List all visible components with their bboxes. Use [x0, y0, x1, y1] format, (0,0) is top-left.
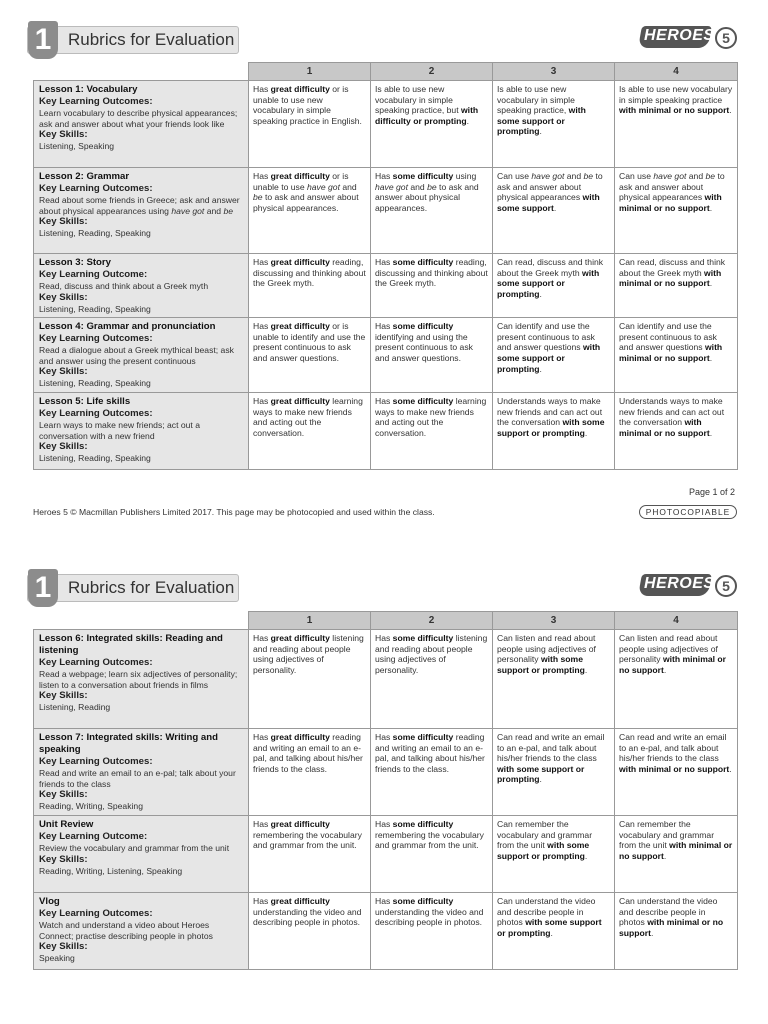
rubric-header-row	[34, 612, 738, 630]
rubric-row	[34, 816, 738, 893]
rubric-row	[34, 318, 738, 393]
level-3-descriptor: Can understand the video and describe people in photos with some support or prompting.	[493, 893, 615, 970]
logo-level-number: 5	[715, 575, 737, 597]
rubric-table	[33, 62, 738, 470]
level-header: 3	[493, 612, 615, 630]
level-4-descriptor: Understands ways to make new friends and can act out the conversation with minimal or no support.	[615, 393, 738, 470]
level-1-descriptor: Has great difficulty learning ways to make new friends and acting out the conversation.	[249, 393, 371, 470]
unit-number-badge: 1	[28, 569, 58, 607]
lesson-title: Lesson 3: Story	[39, 257, 111, 268]
level-1-descriptor: Has great difficulty understanding the video and describing people in photos.	[249, 893, 371, 970]
level-header: 2	[371, 63, 493, 81]
outcome-label: Key Learning Outcomes:	[39, 756, 153, 767]
unit-number-badge: 1	[28, 21, 58, 59]
level-header: 4	[615, 612, 738, 630]
level-4-descriptor: Can listen and read about people using adjectives of personality with minimal or no support.	[615, 630, 738, 729]
rubric-body	[34, 630, 738, 970]
lesson-title: Vlog	[39, 896, 60, 907]
level-3-descriptor: Understands ways to make new friends and can act out the conversation with some support or prompting.	[493, 393, 615, 470]
lesson-cell	[34, 318, 249, 393]
level-3-descriptor: Can use have got and be to ask and answer about physical appearances with some support.	[493, 168, 615, 254]
outcome-text: Read and write an email to an e-pal; talk about your friends to the class	[39, 768, 236, 789]
level-4-descriptor: Is able to use new vocabulary in simple speaking practice with minimal or no support.	[615, 81, 738, 168]
skills-text: Reading, Writing, Speaking	[39, 801, 143, 812]
outcome-text: Read a webpage; learn six adjectives of personality; listen to a conversation about friends in films	[39, 669, 238, 690]
section-header	[27, 23, 239, 56]
skills-label: Key Skills:	[39, 366, 88, 378]
skills-text: Listening, Reading, Speaking	[39, 303, 151, 314]
level-1-descriptor: Has great difficulty reading, discussing and thinking about the Greek myth.	[249, 254, 371, 318]
level-header: 3	[493, 63, 615, 81]
skills-text: Listening, Reading	[39, 702, 111, 713]
lesson-title: Unit Review	[39, 819, 94, 830]
level-1-descriptor: Has great difficulty or is unable to use new vocabulary in simple speaking practice in English.	[249, 81, 371, 168]
rubric-header-row	[34, 63, 738, 81]
level-3-descriptor: Can listen and read about people using adjectives of personality with some support or prompting.	[493, 630, 615, 729]
lesson-cell	[34, 168, 249, 254]
rubric-row	[34, 630, 738, 729]
level-2-descriptor: Has some difficulty reading and writing an email to an e-pal, and talking about his/her friends to the class.	[371, 729, 493, 816]
level-3-descriptor: Can remember the vocabulary and grammar from the unit with some support or prompting.	[493, 816, 615, 893]
level-header: 1	[249, 612, 371, 630]
level-1-descriptor: Has great difficulty remembering the vocabulary and grammar from the unit.	[249, 816, 371, 893]
outcome-text: Learn ways to make new friends; act out a conversation with a new friend	[39, 420, 200, 441]
rubric-page-2	[0, 548, 768, 1024]
level-1-descriptor: Has great difficulty or is unable to identify and use the present continuous to ask and answer questions.	[249, 318, 371, 393]
outcome-label: Key Learning Outcomes:	[39, 408, 153, 420]
level-4-descriptor: Can identify and use the present continuous to ask and answer questions with minimal or no support.	[615, 318, 738, 393]
outcome-label: Key Learning Outcome:	[39, 269, 148, 280]
level-1-descriptor: Has great difficulty or is unable to use have got and be to ask and answer about physical appearances.	[249, 168, 371, 254]
lesson-title: Lesson 1: Vocabulary	[39, 84, 138, 95]
rubric-table	[33, 611, 738, 970]
page-title: Rubrics for Evaluation	[68, 578, 235, 597]
skills-label: Key Skills:	[39, 441, 88, 453]
level-header: 4	[615, 63, 738, 81]
page-title: Rubrics for Evaluation	[68, 30, 235, 49]
header-blank-cell	[34, 63, 249, 81]
lesson-cell	[34, 393, 249, 470]
level-4-descriptor: Can remember the vocabulary and grammar from the unit with minimal or no support.	[615, 816, 738, 893]
rubric-row	[34, 168, 738, 254]
level-1-descriptor: Has great difficulty listening and reading about people using adjectives of personality.	[249, 630, 371, 729]
level-3-descriptor: Can read and write an email to an e-pal, and talk about his/her friends to the class with some support or prompting.	[493, 729, 615, 816]
rubric-row	[34, 393, 738, 470]
skills-text: Speaking	[39, 953, 75, 964]
outcome-text: Learn vocabulary to describe physical appearances; ask and answer about what your friends look like	[39, 108, 238, 129]
outcome-text: Review the vocabulary and grammar from the unit	[39, 843, 230, 853]
page-number: Page 1 of 2	[688, 487, 735, 497]
lesson-title: Lesson 7: Integrated skills: Writing and speaking	[39, 732, 218, 755]
level-header: 2	[371, 612, 493, 630]
rubric-row	[34, 893, 738, 970]
rubric-body	[34, 81, 738, 470]
level-header: 1	[249, 63, 371, 81]
skills-text: Listening, Reading, Speaking	[39, 228, 151, 239]
skills-text: Listening, Reading, Speaking	[39, 378, 151, 389]
skills-label: Key Skills:	[39, 216, 88, 228]
heroes-logo	[640, 26, 736, 54]
skills-text: Reading, Writing, Listening, Speaking	[39, 865, 183, 876]
level-2-descriptor: Has some difficulty understanding the video and describing people in photos.	[371, 893, 493, 970]
level-2-descriptor: Has some difficulty remembering the vocabulary and grammar from the unit.	[371, 816, 493, 893]
level-2-descriptor: Has some difficulty listening and reading about people using adjectives of personality.	[371, 630, 493, 729]
lesson-cell	[34, 81, 249, 168]
logo-wordmark: HEROES	[644, 27, 715, 44]
outcome-label: Key Learning Outcome:	[39, 831, 148, 842]
lesson-title: Lesson 4: Grammar and pronunciation	[39, 321, 216, 333]
heroes-logo	[640, 574, 736, 602]
level-4-descriptor: Can read and write an email to an e-pal, and talk about his/her friends to the class with minimal or no support.	[615, 729, 738, 816]
header-blank-cell	[34, 612, 249, 630]
skills-label: Key Skills:	[39, 129, 88, 141]
level-2-descriptor: Has some difficulty using have got and be to ask and answer about physical appearances.	[371, 168, 493, 254]
outcome-label: Key Learning Outcomes:	[39, 908, 153, 919]
skills-label: Key Skills:	[39, 690, 88, 702]
rubric-row	[34, 254, 738, 318]
level-2-descriptor: Has some difficulty learning ways to make new friends and acting out the conversation.	[371, 393, 493, 470]
outcome-text: Read a dialogue about a Greek mythical beast; ask and answer using the present continuous	[39, 345, 234, 366]
level-1-descriptor: Has great difficulty reading and writing an email to an e-pal, and talking about his/her friends to the class.	[249, 729, 371, 816]
outcome-label: Key Learning Outcomes:	[39, 333, 153, 345]
lesson-cell	[34, 893, 249, 970]
level-2-descriptor: Has some difficulty identifying and using the present continuous to ask and answer questions.	[371, 318, 493, 393]
level-4-descriptor: Can read, discuss and think about the Greek myth with minimal or no support.	[615, 254, 738, 318]
logo-wordmark: HEROES	[644, 575, 715, 592]
level-4-descriptor: Can understand the video and describe people in photos with minimal or no support.	[615, 893, 738, 970]
lesson-cell	[34, 816, 249, 893]
outcome-text: Read about some friends in Greece; ask and answer about physical appearances using have got and be	[39, 195, 240, 216]
skills-label: Key Skills:	[39, 789, 88, 801]
skills-label: Key Skills:	[39, 853, 88, 865]
lesson-title: Lesson 2: Grammar	[39, 171, 130, 182]
level-4-descriptor: Can use have got and be to ask and answer about physical appearances with minimal or no support.	[615, 168, 738, 254]
rubric-row	[34, 81, 738, 168]
logo-level-number: 5	[715, 27, 737, 49]
outcome-label: Key Learning Outcomes:	[39, 183, 153, 194]
skills-text: Listening, Reading, Speaking	[39, 453, 151, 464]
skills-label: Key Skills:	[39, 291, 88, 303]
outcome-label: Key Learning Outcomes:	[39, 96, 153, 107]
lesson-title: Lesson 5: Life skills	[39, 396, 131, 408]
photocopiable-badge: PHOTOCOPIABLE	[639, 505, 737, 519]
outcome-text: Read, discuss and think about a Greek myth	[39, 281, 209, 291]
level-2-descriptor: Has some difficulty reading, discussing and thinking about the Greek myth.	[371, 254, 493, 318]
outcome-label: Key Learning Outcomes:	[39, 657, 153, 668]
outcome-text: Watch and understand a video about Heroes Connect; practise describing people in photos	[39, 920, 213, 941]
skills-label: Key Skills:	[39, 941, 88, 953]
lesson-cell	[34, 729, 249, 816]
level-3-descriptor: Can identify and use the present continuous to ask and answer questions with some support or prompting.	[493, 318, 615, 393]
level-3-descriptor: Can read, discuss and think about the Greek myth with some support or prompting.	[493, 254, 615, 318]
copyright-notice: Heroes 5 © Macmillan Publishers Limited 2017. This page may be photocopied and used within the class.	[33, 507, 435, 517]
lesson-cell	[34, 630, 249, 729]
section-header	[27, 571, 239, 604]
level-3-descriptor: Is able to use new vocabulary in simple speaking practice, with some support or prompting.	[493, 81, 615, 168]
lesson-title: Lesson 6: Integrated skills: Reading and listening	[39, 633, 223, 656]
lesson-cell	[34, 254, 249, 318]
level-2-descriptor: Is able to use new vocabulary in simple speaking practice, but with difficulty or prompting.	[371, 81, 493, 168]
skills-text: Listening, Speaking	[39, 141, 115, 152]
rubric-row	[34, 729, 738, 816]
